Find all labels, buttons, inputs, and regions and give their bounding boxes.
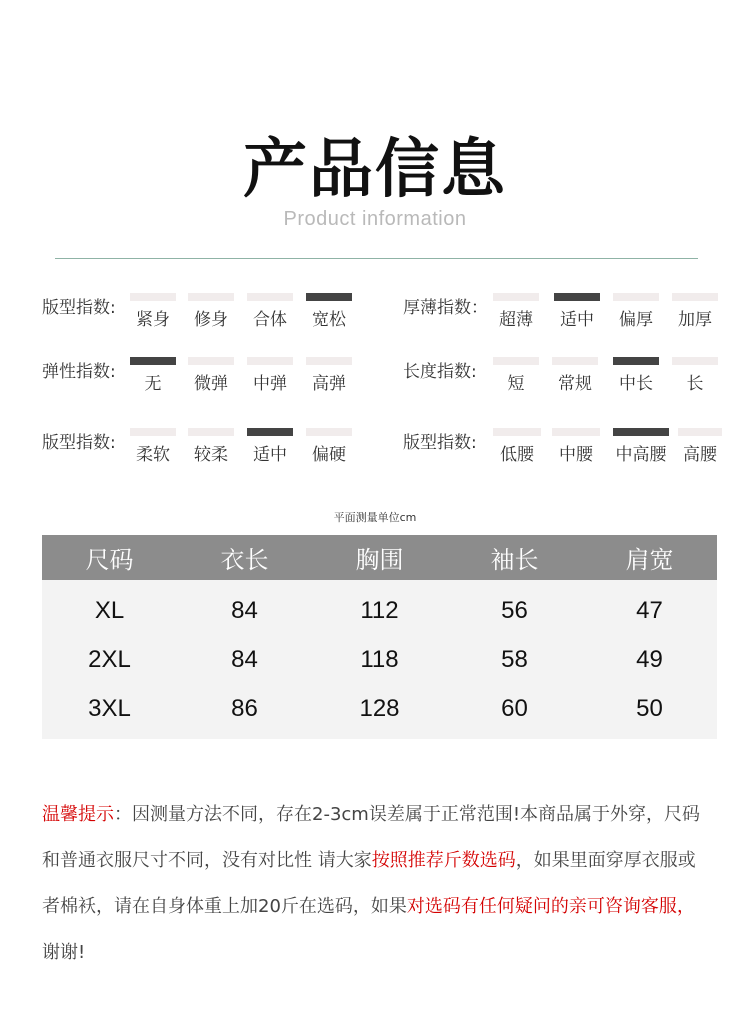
table-cell: XL — [42, 580, 177, 633]
index-option — [306, 428, 352, 465]
option-bar — [306, 293, 352, 301]
option-label: 超薄 — [499, 310, 533, 330]
table-cell: 56 — [447, 580, 582, 633]
index-option — [130, 428, 176, 465]
size-table-header — [42, 535, 717, 580]
header-cell: 袖长 — [447, 535, 582, 580]
option-bar — [247, 293, 293, 301]
option-label: 中长 — [619, 374, 653, 394]
index-option-selected — [306, 293, 352, 330]
index-option-selected — [130, 357, 176, 394]
tips-text: ，如果里面穿厚衣服或者棉袄，请在自身体重上加20斤在选码，如果 — [42, 850, 696, 917]
option-bar — [247, 428, 293, 436]
option-bar — [552, 428, 600, 436]
index-option-selected — [613, 357, 659, 394]
index-option-selected — [613, 428, 669, 465]
table-cell: 112 — [312, 580, 447, 633]
tips-text: 谢谢! — [42, 942, 86, 963]
index-label: 版型指数: — [403, 433, 477, 453]
option-label: 低腰 — [500, 445, 534, 465]
tips-highlight: 对选码有任何疑问的亲可咨询客服， — [406, 896, 695, 917]
option-label: 高弹 — [312, 374, 346, 394]
table-cell: 2XL — [42, 633, 177, 686]
header-cell: 肩宽 — [582, 535, 717, 580]
option-label: 柔软 — [136, 445, 170, 465]
index-option — [613, 293, 659, 330]
tips-text: ：因测量方法不同，存在2-3cm误差属于正常范围!本商品属于外穿，尺码和普通衣服尺寸不同，没有对比性 请大家 — [42, 804, 701, 871]
header-divider — [55, 258, 698, 259]
option-bar — [554, 293, 600, 301]
index-label: 长度指数: — [403, 362, 477, 382]
index-option — [188, 293, 234, 330]
table-row — [42, 686, 717, 739]
option-label: 中腰 — [559, 445, 593, 465]
index-option — [493, 428, 541, 465]
page-title: 产品信息 — [243, 133, 507, 207]
option-bar — [130, 293, 176, 301]
option-bar — [672, 293, 718, 301]
option-label: 适中 — [560, 310, 594, 330]
table-cell: 60 — [447, 686, 582, 739]
option-label: 修身 — [194, 310, 228, 330]
option-label: 高腰 — [683, 445, 717, 465]
option-bar — [130, 357, 176, 365]
table-cell: 118 — [312, 633, 447, 686]
option-bar — [493, 428, 541, 436]
option-label: 无 — [144, 374, 162, 394]
option-bar — [493, 293, 539, 301]
page-subtitle: Product information — [283, 208, 467, 230]
index-option — [247, 357, 293, 394]
index-option-selected — [247, 428, 293, 465]
table-cell: 86 — [177, 686, 312, 739]
option-bar — [672, 357, 718, 365]
table-cell: 50 — [582, 686, 717, 739]
option-bar — [130, 428, 176, 436]
table-cell: 47 — [582, 580, 717, 633]
index-option — [130, 293, 176, 330]
index-option — [552, 357, 598, 394]
table-cell: 49 — [582, 633, 717, 686]
option-label: 中弹 — [253, 374, 287, 394]
option-bar — [678, 428, 722, 436]
header-cell: 衣长 — [177, 535, 312, 580]
option-label: 加厚 — [678, 310, 712, 330]
header-cell: 胸围 — [312, 535, 447, 580]
index-label: 版型指数: — [42, 433, 116, 453]
table-cell: 128 — [312, 686, 447, 739]
option-bar — [613, 428, 669, 436]
table-cell: 3XL — [42, 686, 177, 739]
option-bar — [493, 357, 539, 365]
option-bar — [306, 357, 352, 365]
option-label: 宽松 — [312, 310, 346, 330]
option-label: 偏厚 — [619, 310, 653, 330]
table-cell: 58 — [447, 633, 582, 686]
option-label: 常规 — [558, 374, 592, 394]
option-label: 适中 — [253, 445, 287, 465]
index-option — [188, 357, 234, 394]
option-bar — [613, 357, 659, 365]
option-label: 偏硬 — [312, 445, 346, 465]
index-label: 弹性指数: — [42, 362, 116, 382]
size-table — [42, 535, 717, 739]
index-option — [493, 357, 539, 394]
tips-highlight: 按照推荐斤数选码 — [371, 850, 516, 871]
index-label: 版型指数: — [42, 298, 116, 318]
tips-label: 温馨提示 — [42, 804, 114, 825]
table-row — [42, 633, 717, 686]
table-row — [42, 580, 717, 633]
index-option — [306, 357, 352, 394]
option-label: 中高腰 — [615, 445, 667, 465]
index-option — [247, 293, 293, 330]
option-label: 紧身 — [136, 310, 170, 330]
option-bar — [188, 357, 234, 365]
option-bar — [552, 357, 598, 365]
table-cell: 84 — [177, 633, 312, 686]
index-option — [188, 428, 234, 465]
option-bar — [188, 428, 234, 436]
option-label: 合体 — [253, 310, 287, 330]
measurement-note: 平面测量单位cm — [333, 511, 417, 524]
table-cell: 84 — [177, 580, 312, 633]
index-option-selected — [554, 293, 600, 330]
option-label: 较柔 — [194, 445, 228, 465]
warm-tips — [42, 792, 712, 976]
option-label: 短 — [507, 374, 525, 394]
header-cell: 尺码 — [42, 535, 177, 580]
option-bar — [247, 357, 293, 365]
option-bar — [306, 428, 352, 436]
index-option — [672, 293, 718, 330]
index-option — [552, 428, 600, 465]
option-bar — [613, 293, 659, 301]
index-label: 厚薄指数： — [403, 298, 488, 318]
index-option — [672, 357, 718, 394]
index-option — [493, 293, 539, 330]
option-bar — [188, 293, 234, 301]
option-label: 微弹 — [194, 374, 228, 394]
index-option — [678, 428, 722, 465]
option-label: 长 — [686, 374, 704, 394]
